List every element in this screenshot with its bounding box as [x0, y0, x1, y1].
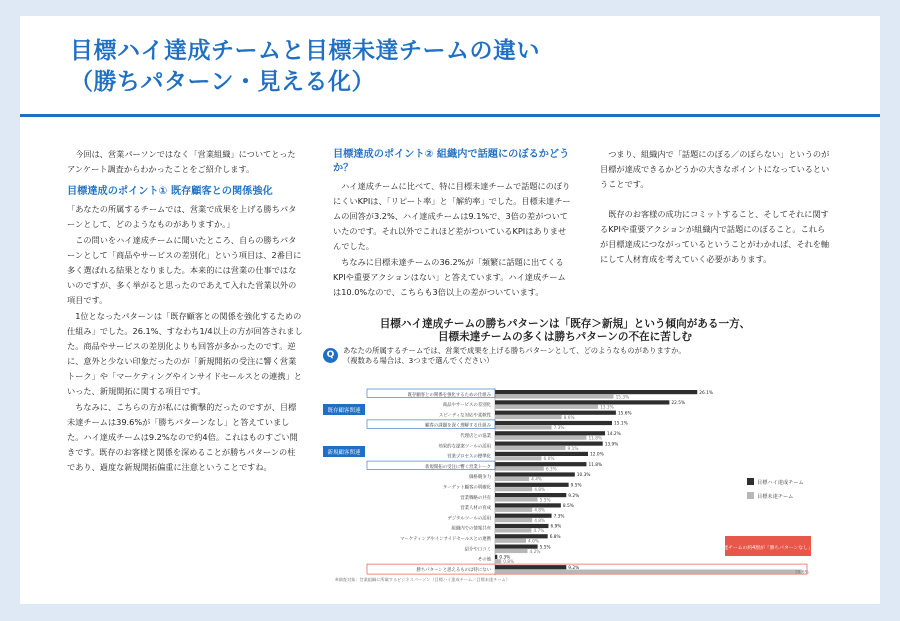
- value-label-low: 4.4%: [531, 477, 543, 483]
- value-label-low: 4.0%: [528, 539, 539, 545]
- category-label: 価格競争力: [469, 475, 491, 481]
- category-label: 既存顧客との関係を強化するための仕組み: [407, 392, 491, 398]
- value-label-high: 0.3%: [499, 555, 511, 561]
- question-text: [343, 346, 686, 366]
- title-divider: [20, 114, 880, 117]
- value-label-low: 6.0%: [543, 457, 555, 463]
- value-label-low: 4.8%: [534, 488, 546, 493]
- category-label: 営業戦略の共有: [460, 495, 491, 501]
- tag-existing-customers: [323, 404, 365, 415]
- paragraph: この問いをハイ達成チームに聞いたところ、自らの勝ちパターンとして「商品やサービスの差別化」という項目は、2番目に多く選ばれる結果となりました。本来的には営業の仕事ではないのですが、多く挙がると思ったのであえて入れた営業以外の項目です。: [67, 235, 302, 305]
- bar-underachievers: [495, 394, 614, 398]
- bar-underachievers: [495, 539, 526, 543]
- bar-high-achievers: [495, 555, 497, 559]
- category-label: その他: [477, 557, 491, 563]
- value-label-high: 26.1%: [699, 390, 713, 396]
- bar-underachievers: [495, 528, 531, 532]
- value-label-high: 13.9%: [604, 442, 619, 448]
- value-label-high: 10.3%: [576, 473, 591, 479]
- title-line-2: （勝ちパターン・見える化）: [70, 69, 376, 95]
- question-line-2: （複数ある場合は、3つまで選んでください）: [343, 356, 494, 365]
- category-label: 紹介や口コミ: [464, 547, 491, 553]
- chart-title-line-2: 目標未達チームの多くは勝ちパターンの不在に苦しむ: [437, 331, 693, 343]
- value-label-high: 22.5%: [671, 401, 686, 407]
- category-label: 効果的な提案ツールの活用: [438, 444, 491, 450]
- value-label-low: 9.1%: [567, 446, 579, 452]
- bar-underachievers: [495, 446, 566, 450]
- article-column-3: [600, 147, 832, 268]
- value-label-high: 15.1%: [614, 421, 628, 427]
- paragraph: 「あなたの所属するチームでは、営業で成果を上げる勝ちパターンとして、どのようなものがありますか。」: [67, 204, 297, 229]
- chart-footnote: ※調査対象：営業組織に所属するビジネスパーソン（目標ハイ達成チーム／目標未達チーム）: [335, 577, 510, 582]
- legend-label-low: 目標未達チーム: [757, 494, 794, 500]
- bar-underachievers: [495, 405, 598, 409]
- bar-chart: [315, 368, 828, 586]
- paragraph: つまり、組織内で「話題にのぼる／のぼらない」というのが目標が達成できるかどうかの大きなポイントになっているということです。: [600, 149, 830, 189]
- bar-high-achievers: [495, 390, 697, 394]
- bar-high-achievers: [495, 472, 575, 476]
- category-label: 新規開拓の受注に響く営業トーク: [425, 464, 491, 470]
- category-label: 顧客の課題を深く理解する仕組み: [425, 423, 491, 429]
- bar-high-achievers: [495, 483, 569, 487]
- value-label-high: 12.0%: [590, 452, 604, 458]
- paragraph: ハイ達成チームに比べて、特に目標未達チームで話題にのぼりにくいKPIは、「リピート率」と「解約率」でした。目標未達チームの回答が3.2%、ハイ達成チームは9.1%で、3倍の差がついていたのです。それ以外でこれほど差がついているKPIはありませんでした。: [333, 181, 571, 251]
- legend-swatch-high: [747, 478, 754, 485]
- tag-new-label: 新規顧客関連: [327, 450, 361, 456]
- tag-new-customers: [323, 446, 365, 457]
- bar-high-achievers: [495, 565, 566, 569]
- bar-high-achievers: [495, 442, 603, 446]
- bar-high-achievers: [495, 524, 548, 528]
- value-label-low: 13.3%: [600, 405, 614, 411]
- legend-label-high: 目標ハイ達成チーム: [757, 480, 804, 486]
- legend-swatch-low: [747, 492, 754, 499]
- value-label-low: 7.3%: [553, 426, 565, 432]
- bar-underachievers: [495, 456, 542, 460]
- category-label: 組織内での情報共有: [451, 526, 491, 532]
- chart-title: [315, 318, 815, 344]
- value-label-high: 6.9%: [550, 524, 562, 530]
- tag-existing-label: 既存顧客関連: [327, 408, 361, 414]
- bar-high-achievers: [495, 514, 552, 518]
- bar-high-achievers: [495, 503, 561, 507]
- bar-underachievers: [495, 487, 532, 491]
- paragraph: 既存のお客様の成功にコミットすること、そしてそれに関するKPIや重要アクションが組織内で話題にのぼること。これらが目標達成につながっているということがわかれば、それを軸にして人材育成を考えていく必要があります。: [600, 209, 830, 264]
- bar-underachievers: [495, 508, 532, 512]
- bar-high-achievers: [495, 421, 612, 425]
- bar-high-achievers: [495, 400, 669, 404]
- bar-underachievers: [495, 570, 802, 574]
- category-label: 営業人材の育成: [460, 506, 491, 512]
- bar-high-achievers: [495, 411, 616, 415]
- category-label: 代理店との協業: [460, 434, 491, 439]
- bar-underachievers: [495, 415, 562, 419]
- section-heading-1: 目標達成のポイント① 既存顧客との関係強化: [67, 186, 273, 197]
- page-title: [70, 36, 540, 98]
- bar-underachievers: [495, 477, 529, 481]
- value-label-high: 9.2%: [568, 565, 580, 571]
- category-label: 営業プロセスの標準化: [447, 454, 491, 460]
- question-line-1: あなたの所属するチームでは、営業で成果を上げる勝ちパターンとして、どのようなものがありますか。: [343, 346, 686, 355]
- category-label: 勝ちパターンと思えるものは特にない: [416, 567, 491, 573]
- bar-high-achievers: [495, 534, 548, 538]
- bar-high-achievers: [495, 493, 566, 497]
- bar-high-achievers: [495, 462, 586, 466]
- bar-underachievers: [495, 518, 532, 522]
- bar-high-achievers: [495, 431, 605, 435]
- bar-underachievers: [495, 436, 586, 440]
- value-label-low: 4.7%: [533, 529, 545, 535]
- value-label-high: 8.5%: [562, 504, 574, 510]
- question-badge: Q: [323, 348, 338, 363]
- bar-underachievers: [495, 549, 528, 553]
- value-label-high: 11.8%: [588, 462, 603, 468]
- value-label-low: 0.8%: [503, 560, 515, 566]
- article-column-2: [333, 146, 573, 301]
- value-label-low: 5.5%: [539, 498, 551, 504]
- value-label-low: 4.2%: [529, 549, 541, 555]
- bar-underachievers: [495, 467, 544, 471]
- value-label-high: 9.2%: [568, 493, 580, 499]
- value-label-low: 39.6%: [795, 570, 809, 576]
- chart-legend: [747, 478, 804, 500]
- title-line-1: 目標ハイ達成チームと目標未達チームの違い: [70, 38, 540, 64]
- category-label: マーケティングやインサイドセールスとの連携: [400, 537, 491, 542]
- callout-text: 目標未達チームの約4割が「勝ちパターンなし」と回答: [708, 546, 828, 551]
- value-label-low: 11.8%: [588, 436, 603, 442]
- category-label: ターゲット顧客の明確化: [442, 485, 491, 491]
- chart-title-line-1: 目標ハイ達成チームの勝ちパターンは「既存＞新規」という傾向がある一方、: [379, 318, 751, 330]
- value-label-low: 6.3%: [545, 467, 557, 473]
- bar-underachievers: [495, 425, 552, 429]
- value-label-low: 8.6%: [563, 415, 575, 421]
- value-label-low: 4.8%: [534, 508, 546, 514]
- value-label-high: 14.2%: [607, 432, 621, 437]
- intro-paragraph: 今回は、営業パーソンではなく「営業組織」についてとったアンケート調査からわかったことをご紹介します。: [67, 149, 296, 174]
- paragraph: ちなみに目標未達チームの36.2%が「頻繁に話題に出てくるKPIや重要アクションはない」と答えています。ハイ達成チームは10.0%なので、こちらも3倍以上の差がついています。: [333, 257, 566, 297]
- category-label: デジタルツールの活用: [447, 516, 491, 522]
- value-label-high: 6.8%: [549, 535, 561, 540]
- bar-high-achievers: [495, 452, 588, 456]
- paragraph: 1位となったパターンは「既存顧客との関係を強化するための仕組み」でした。26.1%、すなわち1/4以上の方が回答されました。商品やサービスの差別化よりも回答が多かったのです。逆に、意外と少ない印象だったのが「新規開拓の受注に響く営業トーク」や「マーケティングやインサイドセールスとの連携」といった、新規開拓に関する項目です。: [67, 311, 303, 396]
- bar-underachievers: [495, 497, 538, 501]
- value-label-high: 5.5%: [539, 545, 551, 551]
- paragraph: ちなみに、こちらの方が私には衝撃的だったのですが、目標未達チームは39.6%が「勝ちパターンなし」と答えていました。ハイ達成チームは9.2%なので約4倍。これはものすごい開きです。既存のお客様と関係を深めることが勝ちパターンの柱であり、過度な新規開拓偏重に注意ということですね。: [67, 402, 298, 472]
- value-label-high: 15.6%: [617, 411, 632, 417]
- category-label: スピーディな対応や柔軟性: [438, 413, 491, 419]
- value-label-low: 15.3%: [615, 395, 630, 401]
- chart-figure: [315, 318, 828, 586]
- bar-high-achievers: [495, 545, 538, 549]
- value-label-high: 9.5%: [570, 483, 582, 489]
- value-label-high: 7.3%: [553, 514, 565, 520]
- article-column-1: [67, 147, 303, 476]
- section-heading-2: 目標達成のポイント② 組織内で話題にのぼるかどうか？: [333, 149, 570, 174]
- value-label-low: 4.8%: [534, 518, 546, 524]
- category-label: 商品やサービスの差別化: [442, 403, 491, 409]
- callout-box: [709, 536, 827, 556]
